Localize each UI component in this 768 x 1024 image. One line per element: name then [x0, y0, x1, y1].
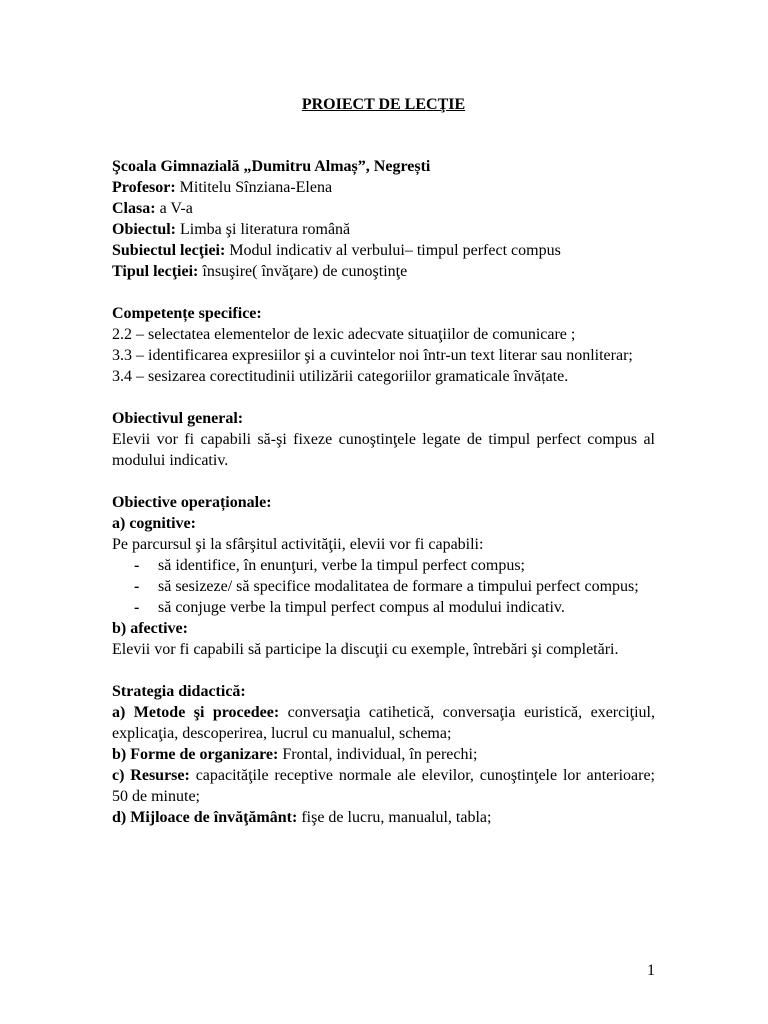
- lesson-type-value: însuşire( învăţare) de cunoştinţe: [198, 263, 408, 280]
- school-name: Şcoala Gimnazială „Dumitru Almaș”, Negrești: [112, 158, 431, 175]
- bullet-dash: -: [134, 599, 140, 616]
- general-objective-heading: Obiectivul general:: [112, 410, 244, 427]
- strategy-heading: Strategia didactică:: [112, 683, 246, 700]
- spacer: [112, 387, 655, 408]
- page-number: 1: [647, 962, 655, 979]
- affective-text: Elevii vor fi capabili să participe la discuţii cu exemple, întrebări şi completări.: [112, 641, 619, 658]
- spacer: [112, 471, 655, 492]
- document-title: PROIECT DE LECŢIE: [301, 96, 466, 113]
- list-item: [112, 555, 655, 576]
- resources-value: capacităţile receptive normale ale elevilor, cunoştinţele lor anterioare; 50 de minute;: [112, 767, 656, 805]
- methods-value: conversaţia catihetică, conversaţia euristică, exerciţiul, explicaţia, descoperirea, lucrul cu manualul, schema;: [112, 704, 656, 742]
- class-label: Clasa:: [112, 200, 156, 217]
- competence-item: 3.4 – sesizarea corectitudinii utilizării categoriilor gramaticale învățate.: [112, 368, 569, 385]
- competences-heading: Competențe specifice:: [112, 305, 262, 322]
- lesson-type-label: Tipul lecţiei:: [112, 263, 199, 280]
- methods-line: [112, 702, 655, 744]
- topic-label: Subiectul lecţiei:: [112, 242, 226, 259]
- topic-line: [112, 240, 655, 261]
- bullet-dash: -: [134, 557, 140, 574]
- competence-item: 3.3 – identificarea expresiilor şi a cuvintelor noi într-un text literar sau nonliterar;: [112, 347, 633, 364]
- cognitive-intro: Pe parcursul şi la sfârşitul activităţii, elevii vor fi capabili:: [112, 536, 484, 553]
- means-value: fişe de lucru, manualul, tabla;: [297, 809, 492, 826]
- subject-label: Obiectul:: [112, 221, 176, 238]
- resources-line: [112, 765, 655, 807]
- operational-objectives-heading: Obiective operaționale:: [112, 494, 272, 511]
- subject-line: [112, 219, 655, 240]
- competence-item: 2.2 – selectatea elementelor de lexic adecvate situaţiilor de comunicare ;: [112, 326, 576, 343]
- class-value: a V-a: [155, 200, 193, 217]
- document-page: [112, 0, 655, 1024]
- cognitive-heading: a) cognitive:: [112, 515, 196, 532]
- resources-label: c) Resurse:: [112, 767, 190, 784]
- lesson-type-line: [112, 261, 655, 282]
- methods-label: a) Metode şi procedee:: [112, 704, 280, 721]
- affective-heading: b) afective:: [112, 620, 188, 637]
- bullet-dash: -: [134, 578, 140, 595]
- topic-value: Modul indicativ al verbului– timpul perfect compus: [225, 242, 561, 259]
- professor-line: [112, 177, 655, 198]
- spacer: [112, 282, 655, 303]
- subject-value: Limba şi literatura română: [176, 221, 351, 238]
- professor-label: Profesor:: [112, 179, 176, 196]
- list-item-text: să sesizeze/ să specifice modalitatea de formare a timpului perfect compus;: [158, 578, 639, 595]
- list-item-text: să identifice, în enunţuri, verbe la timpul perfect compus;: [158, 557, 525, 574]
- document-body: [112, 156, 655, 828]
- class-line: [112, 198, 655, 219]
- cognitive-list: [112, 555, 655, 618]
- forms-value: Frontal, individual, în perechi;: [278, 746, 478, 763]
- list-item: [112, 576, 655, 597]
- means-label: d) Mijloace de învăţământ:: [112, 809, 298, 826]
- means-line: [112, 807, 655, 828]
- list-item-text: să conjuge verbe la timpul perfect compus al modului indicativ.: [158, 599, 565, 616]
- list-item: [112, 597, 655, 618]
- forms-label: b) Forme de organizare:: [112, 746, 279, 763]
- professor-value: Mititelu Sînziana-Elena: [175, 179, 333, 196]
- spacer: [112, 660, 655, 681]
- general-objective-text: Elevii vor fi capabili să-şi fixeze cunoştinţele legate de timpul perfect compus al modului indicativ.: [112, 431, 655, 469]
- forms-line: [112, 744, 655, 765]
